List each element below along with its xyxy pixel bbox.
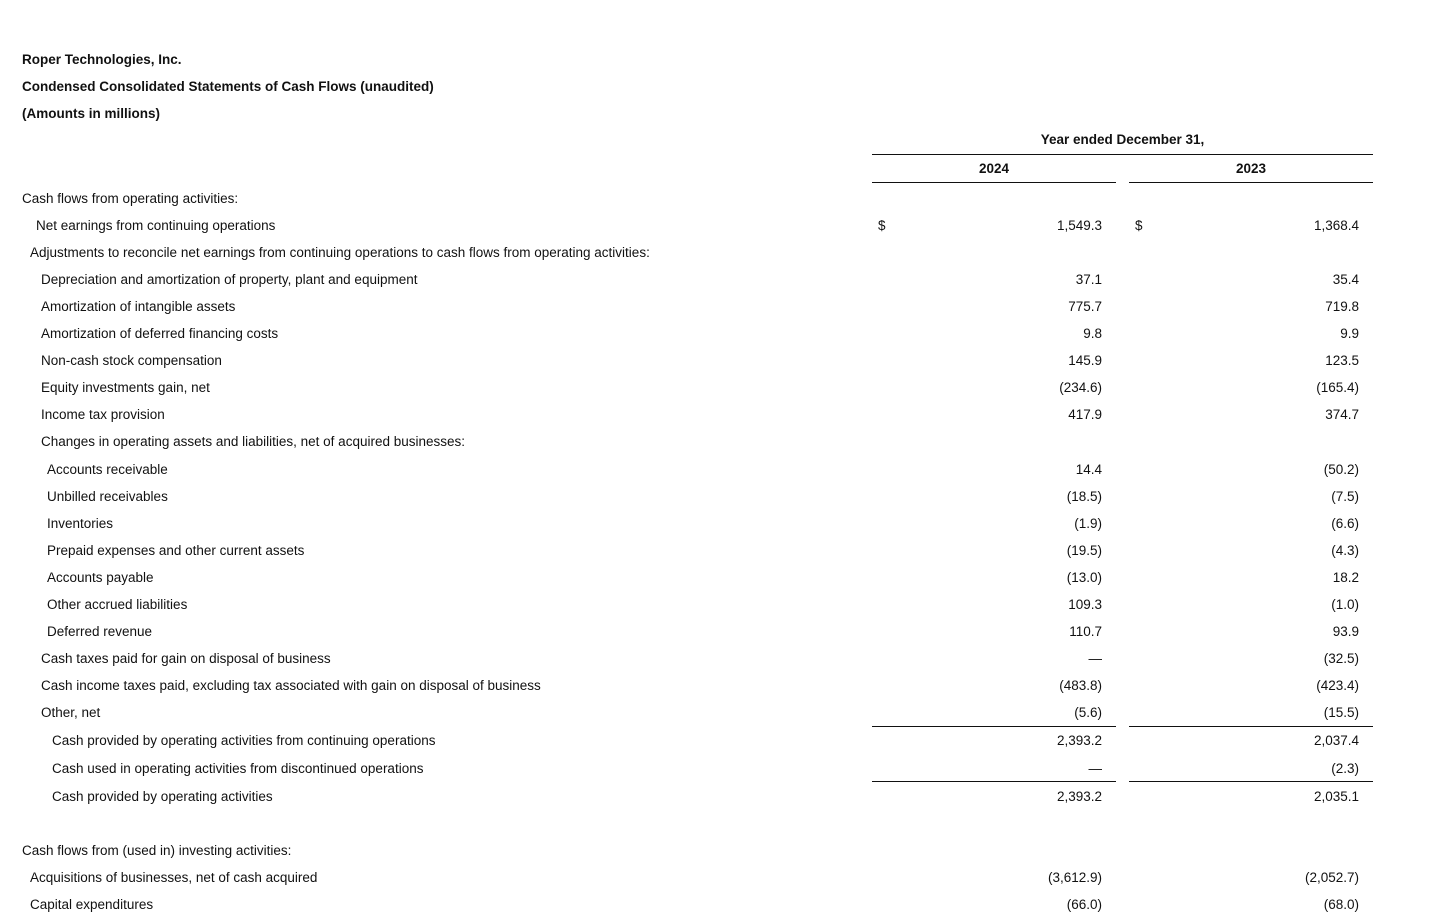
row-label: Amortization of intangible assets bbox=[41, 299, 236, 314]
period-underline bbox=[872, 154, 1373, 155]
year-underline-2024 bbox=[872, 182, 1116, 183]
table-row bbox=[0, 510, 1456, 537]
table-row bbox=[0, 837, 1456, 864]
row-label: Acquisitions of businesses, net of cash acquired bbox=[30, 870, 318, 885]
row-label: Adjustments to reconcile net earnings from continuing operations to cash flows from operating activities: bbox=[30, 245, 650, 260]
value-2024: 110.7 bbox=[1069, 624, 1102, 639]
value-2023: 18.2 bbox=[1332, 570, 1359, 585]
row-label: Cash used in operating activities from discontinued operations bbox=[52, 761, 424, 776]
row-label: Net earnings from continuing operations bbox=[36, 218, 276, 233]
value-2023: (2,052.7) bbox=[1304, 870, 1359, 885]
value-2024: 2,393.2 bbox=[1056, 733, 1102, 748]
row-label: Accounts payable bbox=[47, 570, 154, 585]
table-row bbox=[0, 591, 1456, 618]
total-rule-2023 bbox=[1129, 781, 1373, 782]
table-row bbox=[0, 293, 1456, 320]
value-2024: (1.9) bbox=[1074, 516, 1102, 531]
value-2024: 37.1 bbox=[1075, 272, 1102, 287]
value-2023: 2,037.4 bbox=[1313, 733, 1359, 748]
value-2023: 374.7 bbox=[1325, 407, 1359, 422]
table-row bbox=[0, 483, 1456, 510]
table-row bbox=[0, 456, 1456, 483]
table-row bbox=[0, 185, 1456, 212]
value-2024: 1,549.3 bbox=[1056, 218, 1102, 233]
table-row bbox=[0, 537, 1456, 564]
value-2024: 2,393.2 bbox=[1056, 789, 1102, 804]
table-row bbox=[0, 428, 1456, 455]
value-2024: — bbox=[1088, 761, 1102, 776]
row-label: Cash provided by operating activities from continuing operations bbox=[52, 733, 436, 748]
value-2023: (7.5) bbox=[1331, 489, 1359, 504]
table-row bbox=[0, 374, 1456, 401]
table-row bbox=[0, 783, 1456, 810]
value-2023: 123.5 bbox=[1325, 353, 1359, 368]
value-2024: (234.6) bbox=[1059, 380, 1102, 395]
table-row bbox=[0, 320, 1456, 347]
value-2024: 775.7 bbox=[1068, 299, 1102, 314]
value-2023: (1.0) bbox=[1331, 597, 1359, 612]
value-2023: (15.5) bbox=[1323, 705, 1359, 720]
value-2023: (165.4) bbox=[1316, 380, 1359, 395]
value-2023: 1,368.4 bbox=[1313, 218, 1359, 233]
row-label: Amortization of deferred financing costs bbox=[41, 326, 279, 341]
value-2023: (50.2) bbox=[1323, 462, 1359, 477]
total-rule-2024 bbox=[872, 781, 1116, 782]
year-header-2023: 2023 bbox=[1235, 161, 1267, 176]
value-2023: (2.3) bbox=[1331, 761, 1359, 776]
value-2023: (4.3) bbox=[1331, 543, 1359, 558]
row-label: Prepaid expenses and other current assets bbox=[47, 543, 305, 558]
statement-title: Condensed Consolidated Statements of Cash Flows (unaudited) bbox=[22, 79, 434, 94]
row-label: Capital expenditures bbox=[30, 897, 154, 912]
table-row bbox=[0, 699, 1456, 726]
year-header-2024: 2024 bbox=[978, 161, 1010, 176]
row-label: Changes in operating assets and liabilities, net of acquired businesses: bbox=[41, 434, 466, 449]
row-label: Cash flows from operating activities: bbox=[22, 191, 239, 206]
row-label: Cash flows from (used in) investing activities: bbox=[22, 843, 292, 858]
currency-symbol: $ bbox=[878, 218, 886, 233]
table-row bbox=[0, 755, 1456, 782]
value-2024: (5.6) bbox=[1074, 705, 1102, 720]
value-2024: 109.3 bbox=[1068, 597, 1102, 612]
value-2024: 145.9 bbox=[1068, 353, 1102, 368]
value-2024: 9.8 bbox=[1083, 326, 1102, 341]
row-label: Depreciation and amortization of property, plant and equipment bbox=[41, 272, 418, 287]
row-label: Deferred revenue bbox=[47, 624, 153, 639]
row-label: Accounts receivable bbox=[47, 462, 168, 477]
table-row bbox=[0, 266, 1456, 293]
value-2024: 14.4 bbox=[1075, 462, 1102, 477]
value-2024: (18.5) bbox=[1066, 489, 1102, 504]
value-2023: 9.9 bbox=[1340, 326, 1359, 341]
value-2023: (68.0) bbox=[1323, 897, 1359, 912]
value-2023: (423.4) bbox=[1316, 678, 1359, 693]
value-2024: 417.9 bbox=[1068, 407, 1102, 422]
value-2024: (13.0) bbox=[1066, 570, 1102, 585]
row-label: Non-cash stock compensation bbox=[41, 353, 222, 368]
value-2023: (32.5) bbox=[1323, 651, 1359, 666]
table-row bbox=[0, 212, 1456, 239]
table-row bbox=[0, 891, 1456, 918]
table-row bbox=[0, 564, 1456, 591]
row-label: Cash provided by operating activities bbox=[52, 789, 273, 804]
value-2023: 93.9 bbox=[1332, 624, 1359, 639]
table-row bbox=[0, 401, 1456, 428]
units-note: (Amounts in millions) bbox=[22, 106, 160, 121]
period-label: Year ended December 31, bbox=[1040, 132, 1205, 147]
value-2023: 35.4 bbox=[1332, 272, 1359, 287]
row-label: Other accrued liabilities bbox=[47, 597, 188, 612]
table-row bbox=[0, 618, 1456, 645]
row-label: Cash income taxes paid, excluding tax associated with gain on disposal of business bbox=[41, 678, 541, 693]
row-label: Inventories bbox=[47, 516, 114, 531]
value-2023: 719.8 bbox=[1325, 299, 1359, 314]
table-row bbox=[0, 645, 1456, 672]
value-2024: — bbox=[1088, 651, 1102, 666]
year-underline-2023 bbox=[1129, 182, 1373, 183]
row-label: Income tax provision bbox=[41, 407, 165, 422]
value-2024: (66.0) bbox=[1066, 897, 1102, 912]
table-row bbox=[0, 727, 1456, 754]
currency-symbol: $ bbox=[1135, 218, 1143, 233]
row-label: Unbilled receivables bbox=[47, 489, 168, 504]
value-2024: (19.5) bbox=[1066, 543, 1102, 558]
value-2023: 2,035.1 bbox=[1313, 789, 1359, 804]
table-row bbox=[0, 347, 1456, 374]
row-label: Other, net bbox=[41, 705, 101, 720]
value-2024: (483.8) bbox=[1059, 678, 1102, 693]
company-name: Roper Technologies, Inc. bbox=[22, 52, 182, 67]
table-row bbox=[0, 864, 1456, 891]
row-label: Cash taxes paid for gain on disposal of business bbox=[41, 651, 331, 666]
table-row bbox=[0, 239, 1456, 266]
value-2023: (6.6) bbox=[1331, 516, 1359, 531]
table-row bbox=[0, 672, 1456, 699]
value-2024: (3,612.9) bbox=[1047, 870, 1102, 885]
row-label: Equity investments gain, net bbox=[41, 380, 210, 395]
